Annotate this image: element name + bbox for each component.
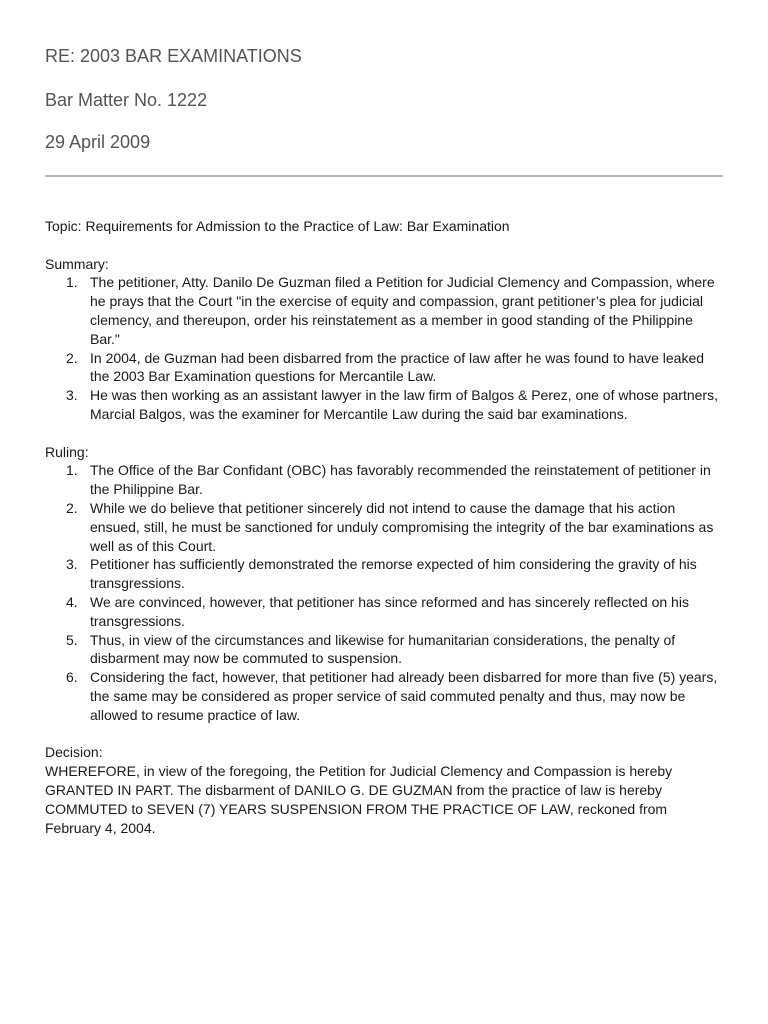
list-number: 3.	[66, 387, 78, 404]
document-title: RE: 2003 BAR EXAMINATIONS	[45, 46, 302, 66]
summary-item	[45, 273, 723, 348]
ruling-item	[45, 555, 723, 593]
list-item-text: In 2004, de Guzman had been disbarred from the practice of law after he was found to have leaked the 2003 Bar Examination questions for Mercantile Law.	[90, 349, 705, 385]
ruling-item	[45, 668, 723, 724]
header-divider	[45, 175, 723, 177]
ruling-item	[45, 461, 723, 499]
ruling-item	[45, 499, 723, 555]
list-item-text: He was then working as an assistant lawyer in the law firm of Balgos & Perez, one of whose partners, Marcial Balgos, was the examiner for Mercantile Law during the said bar examinations.	[90, 387, 718, 422]
list-item-text: The Office of the Bar Confidant (OBC) has favorably recommended the reinstatement of petitioner in the Philippine Bar.	[90, 462, 711, 498]
topic-line: Topic: Requirements for Admission to the Practice of Law: Bar Examination	[45, 218, 510, 234]
list-number: 1.	[66, 274, 78, 291]
list-item-text: While we do believe that petitioner sincerely did not intend to cause the damage that his action ensued, still, he must be sanctioned for unduly compromising the integrity of the bar examinations as well as of this Court.	[90, 499, 714, 554]
list-item-text: Considering the fact, however, that petitioner had already been disbarred for more than five (5) years, the same may be considered as proper service of said commuted penalty and thus, may now be allowed to resume practice of law.	[90, 669, 718, 723]
summary-item	[45, 386, 723, 424]
list-item-text: The petitioner, Atty. Danilo De Guzman filed a Petition for Judicial Clemency and Compassion, where he prays that the Court "in the exercise of equity and compassion, grant petitioner’s plea for judicial clemency, and thereupon, order his reinstatement as a member in good standing of the Philippine Bar."	[90, 274, 715, 347]
decision-text: WHEREFORE, in view of the foregoing, the Petition for Judicial Clemency and Compassion is hereby GRANTED IN PART. The disbarment of DANILO G. DE GUZMAN from the practice of law is hereby COMMUTED to SEVEN (7) YEARS SUSPENSION FROM THE PRACTICE OF LAW, reckoned from February 4, 2004.	[45, 763, 673, 836]
summary-label: Summary:	[45, 255, 109, 272]
summary-item	[45, 349, 723, 387]
decision-label: Decision:	[45, 744, 103, 761]
list-number: 4.	[66, 593, 78, 610]
list-number: 2.	[66, 349, 78, 366]
summary-list	[45, 273, 723, 423]
list-number: 3.	[66, 556, 78, 573]
document-body	[45, 217, 723, 837]
bar-matter-number: Bar Matter No. 1222	[45, 90, 208, 110]
document-date: 29 April 2009	[45, 132, 151, 152]
ruling-item	[45, 593, 723, 631]
list-item-text: Petitioner has sufficiently demonstrated the remorse expected of him considering the gravity of his transgressions.	[90, 556, 697, 592]
ruling-label: Ruling:	[45, 443, 89, 460]
list-number: 1.	[66, 462, 78, 479]
ruling-list	[45, 461, 723, 724]
list-number: 5.	[66, 631, 78, 648]
list-item-text: We are convinced, however, that petitioner has since reformed and has sincerely reflected on his transgressions.	[90, 593, 689, 629]
ruling-item	[45, 631, 723, 669]
list-number: 2.	[66, 499, 78, 516]
list-number: 6.	[66, 669, 78, 686]
list-item-text: Thus, in view of the circumstances and likewise for humanitarian considerations, the penalty of disbarment may now be commuted to suspension.	[90, 631, 676, 667]
